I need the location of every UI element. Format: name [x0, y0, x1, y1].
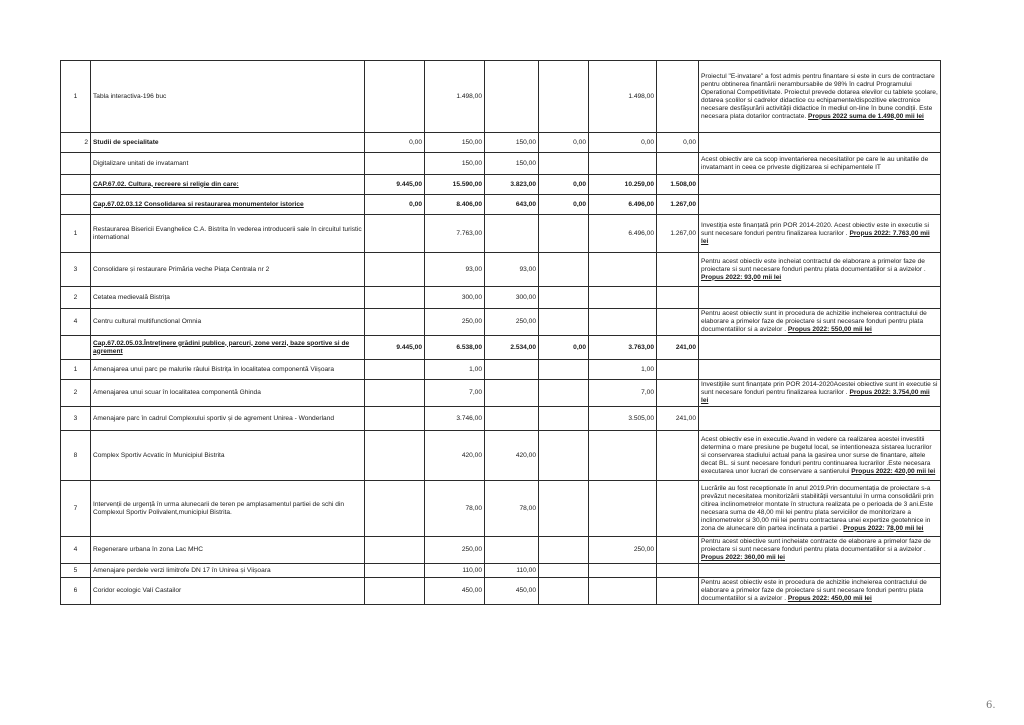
note-text: Pentru acest obiective sunt incheiate contracte de elaborare a primelor faze de proiectare si sunt necesare fonduri pentru plata documentatiilor si a avizelor . — [701, 538, 931, 553]
value-col-5: 3.763,00 — [589, 336, 657, 360]
row-number — [61, 153, 91, 175]
row-note — [699, 133, 941, 153]
value-col-4 — [539, 215, 589, 253]
table-row — [61, 431, 941, 481]
value-col-5: 7,00 — [589, 380, 657, 407]
table-row — [61, 153, 941, 175]
row-number: 2 — [61, 380, 91, 407]
value-col-2: 150,00 — [425, 153, 485, 175]
table-row — [61, 175, 941, 195]
value-col-5: 6.496,00 — [589, 215, 657, 253]
value-col-4: 0,00 — [539, 133, 589, 153]
value-col-5: 6.496,00 — [589, 195, 657, 215]
row-note — [699, 287, 941, 309]
value-col-6 — [657, 380, 699, 407]
row-label: Amenajare perdele verzi limitrofe DN 17 în Unirea și Viișoara — [91, 564, 365, 578]
row-label: Amenajarea unui parc pe malurile râului Bistrița în localitatea componentă Viișoara — [91, 360, 365, 380]
value-col-4 — [539, 309, 589, 336]
row-note — [699, 61, 941, 133]
value-col-1 — [365, 578, 425, 605]
table-row — [61, 481, 941, 537]
value-col-1 — [365, 153, 425, 175]
table-row — [61, 336, 941, 360]
value-col-3: 420,00 — [485, 431, 539, 481]
row-label: Cap.67.02.03.12 Consolidarea si restaurarea monumentelor istorice — [91, 195, 365, 215]
value-col-1 — [365, 481, 425, 537]
value-col-6: 1.267,00 — [657, 195, 699, 215]
row-number: 1 — [61, 61, 91, 133]
value-col-2: 8.406,00 — [425, 195, 485, 215]
value-col-6: 241,00 — [657, 407, 699, 431]
proposal-text: Propus 2022: 550,00 mii lei — [787, 326, 872, 333]
value-col-1 — [365, 431, 425, 481]
row-label: Intervenții de urgență în urma alunecarii de teren pe amplasamentul partiei de schi din Complexul Sportiv Polivalent,municipiul Bistrita. — [91, 481, 365, 537]
row-note — [699, 175, 941, 195]
value-col-3: 250,00 — [485, 309, 539, 336]
value-col-1 — [365, 61, 425, 133]
value-col-5 — [589, 309, 657, 336]
row-number: 2 — [61, 133, 91, 153]
value-col-2: 78,00 — [425, 481, 485, 537]
table-row — [61, 61, 941, 133]
row-note — [699, 537, 941, 564]
value-col-4: 0,00 — [539, 195, 589, 215]
value-col-6 — [657, 537, 699, 564]
value-col-6 — [657, 481, 699, 537]
value-col-2: 250,00 — [425, 537, 485, 564]
value-col-3 — [485, 537, 539, 564]
value-col-5 — [589, 578, 657, 605]
row-label: Amenajare parc în cadrul Complexului sportiv și de agrement Unirea - Wonderland — [91, 407, 365, 431]
row-number — [61, 175, 91, 195]
row-number — [61, 336, 91, 360]
value-col-3 — [485, 360, 539, 380]
row-number: 4 — [61, 537, 91, 564]
row-number: 1 — [61, 215, 91, 253]
row-number: 3 — [61, 407, 91, 431]
value-col-3: 110,00 — [485, 564, 539, 578]
value-col-4 — [539, 431, 589, 481]
value-col-1 — [365, 215, 425, 253]
value-col-4 — [539, 287, 589, 309]
row-label: Cap.67.02.05.03.Întreținere grădini publice, parcuri, zone verzi, baze sportive si de agrement — [91, 336, 365, 360]
value-col-2: 1,00 — [425, 360, 485, 380]
proposal-text: Propus 2022: 78,00 mii lei — [843, 524, 924, 532]
value-col-6 — [657, 578, 699, 605]
value-col-6: 1.267,00 — [657, 215, 699, 253]
row-label: CAP.67.02. Cultura, recreere si religie din care: — [91, 175, 365, 195]
value-col-1: 0,00 — [365, 133, 425, 153]
value-col-5 — [589, 481, 657, 537]
value-col-4 — [539, 61, 589, 133]
table-row — [61, 537, 941, 564]
value-col-6 — [657, 564, 699, 578]
value-col-6 — [657, 287, 699, 309]
row-number: 5 — [61, 564, 91, 578]
value-col-1 — [365, 564, 425, 578]
proposal-text: Propus 2022: 93,00 mii lei — [701, 273, 782, 281]
proposal-text: Propus 2022: 7.763,00 mii lei — [701, 229, 930, 245]
value-col-5: 3.505,00 — [589, 407, 657, 431]
row-number: 1 — [61, 360, 91, 380]
value-col-6 — [657, 360, 699, 380]
value-col-6: 0,00 — [657, 133, 699, 153]
value-col-2: 300,00 — [425, 287, 485, 309]
proposal-text: Propus 2022: 420,00 mii lei — [851, 467, 936, 475]
value-col-2: 7,00 — [425, 380, 485, 407]
row-number: 6 — [61, 578, 91, 605]
value-col-3: 93,00 — [485, 253, 539, 287]
row-number: 7 — [61, 481, 91, 537]
value-col-4 — [539, 537, 589, 564]
value-col-2: 93,00 — [425, 253, 485, 287]
row-label: Cetatea medievală Bistrița — [91, 287, 365, 309]
value-col-4 — [539, 253, 589, 287]
proposal-text: Propus 2022: 450,00 mii lei — [787, 595, 872, 602]
row-note — [699, 253, 941, 287]
value-col-5: 250,00 — [589, 537, 657, 564]
row-note — [699, 564, 941, 578]
row-label: Coridor ecologic Valí Castailor — [91, 578, 365, 605]
table-row — [61, 253, 941, 287]
value-col-1 — [365, 253, 425, 287]
value-col-6 — [657, 153, 699, 175]
proposal-text: Propus 2022: 360,00 mii lei — [701, 554, 785, 561]
row-label: Regenerare urbana în zona Lac MHC — [91, 537, 365, 564]
proposal-text: Propus 2022 suma de 1.498,00 mii lei — [808, 112, 924, 120]
row-number: 3 — [61, 253, 91, 287]
row-note — [699, 481, 941, 537]
table-row — [61, 287, 941, 309]
value-col-6 — [657, 431, 699, 481]
value-col-4 — [539, 407, 589, 431]
note-text: Investițiile sunt finanțate prin POR 2014-2020Acestei obiective sunt in executie si sunt necesare fonduri pentru finalizarea lucrarilor . — [701, 381, 938, 396]
value-col-3 — [485, 407, 539, 431]
value-col-3 — [485, 215, 539, 253]
value-col-3: 3.823,00 — [485, 175, 539, 195]
value-col-3: 450,00 — [485, 578, 539, 605]
row-label: Centru cultural multifunctional Omnia — [91, 309, 365, 336]
table-row — [61, 195, 941, 215]
value-col-4 — [539, 360, 589, 380]
value-col-2: 420,00 — [425, 431, 485, 481]
value-col-5: 0,00 — [589, 133, 657, 153]
value-col-1: 9.445,00 — [365, 175, 425, 195]
value-col-5 — [589, 564, 657, 578]
note-text: Pentru acest obiectiv sunt in procedura de achizitie incheierea contractului de elaborare a primelor faze de proiectare si sunt necesare fonduri pentru plata documentatiilor si a avizelor . — [701, 310, 927, 333]
note-text: Proiectul "E-invatare" a fost admis pentru finantare si este in curs de contractare pentru obtinerea finantării nerambursabile de 98% în cadrul Programului Operational Competitivitate. Proiectul prevede dotarea elevilor cu tablete școlare, dotarea școlilor si cadrelor didactice cu echipamente/dispozitive electronice necesare desfășurării activității didactice în mediul on-line în bune condiții. Este necesara plata dotarilor contractate. — [701, 72, 938, 120]
proposal-text: Propus 2022: 3.754,00 mii lei — [701, 389, 930, 404]
value-col-2: 7.763,00 — [425, 215, 485, 253]
row-number — [61, 195, 91, 215]
note-text: Acest obiectiv are ca scop inventarierea necesitatilor pe care le au unitatile de invatamant in ceea ce priveste digitizarea si echipamentele IT — [701, 155, 929, 171]
row-label: Amenajarea unui scuar în localitatea componentă Ghinda — [91, 380, 365, 407]
row-label: Studii de specialitate — [91, 133, 365, 153]
value-col-3 — [485, 61, 539, 133]
table-row — [61, 360, 941, 380]
value-col-1 — [365, 287, 425, 309]
value-col-3: 150,00 — [485, 153, 539, 175]
row-label: Restaurarea Bisericii Evanghelice C.A. Bistrita în vederea introducerii sale în circuitul turistic international — [91, 215, 365, 253]
row-note — [699, 195, 941, 215]
row-note — [699, 431, 941, 481]
page-mark: 6. — [986, 700, 996, 711]
value-col-3: 300,00 — [485, 287, 539, 309]
value-col-3: 643,00 — [485, 195, 539, 215]
table-row — [61, 215, 941, 253]
value-col-4 — [539, 578, 589, 605]
table-body — [61, 61, 941, 605]
row-number: 4 — [61, 309, 91, 336]
row-note — [699, 407, 941, 431]
table-row — [61, 133, 941, 153]
value-col-2: 450,00 — [425, 578, 485, 605]
value-col-1: 0,00 — [365, 195, 425, 215]
row-number: 8 — [61, 431, 91, 481]
value-col-5: 1.498,00 — [589, 61, 657, 133]
table-row — [61, 380, 941, 407]
row-label: Tabla interactiva-196 buc — [91, 61, 365, 133]
row-label: Consolidare și restaurare Primăria veche Piața Centrala nr 2 — [91, 253, 365, 287]
value-col-2: 150,00 — [425, 133, 485, 153]
value-col-3: 78,00 — [485, 481, 539, 537]
row-label: Complex Sportiv Acvatic în Municipiul Bistrita — [91, 431, 365, 481]
value-col-6: 241,00 — [657, 336, 699, 360]
value-col-2: 250,00 — [425, 309, 485, 336]
value-col-5: 1,00 — [589, 360, 657, 380]
value-col-5 — [589, 253, 657, 287]
value-col-5 — [589, 287, 657, 309]
value-col-6 — [657, 253, 699, 287]
value-col-3: 2.534,00 — [485, 336, 539, 360]
row-note — [699, 309, 941, 336]
row-note — [699, 215, 941, 253]
value-col-6: 1.508,00 — [657, 175, 699, 195]
table-row — [61, 309, 941, 336]
value-col-5 — [589, 153, 657, 175]
value-col-3: 150,00 — [485, 133, 539, 153]
value-col-1 — [365, 360, 425, 380]
value-col-6 — [657, 309, 699, 336]
note-text: Lucrările au fost receptionate în anul 2019.Prin documentația de proiectare s-a prevăzut necesitatea monitorizării stabilității versantului în urma consolidării prin citirea inclinometrelor montate în structura realizata pe o perioada de 3 ani.Este necesara suma de 48,00 mii lei pentru plata serviciilor de monitorizare a inclinometrelor si 30,00 mii lei pentru contractarea unei expertize geotehnice in zona de alunecare din partea inclinata a partiei . — [701, 484, 934, 532]
row-number: 2 — [61, 287, 91, 309]
row-note — [699, 380, 941, 407]
value-col-4 — [539, 380, 589, 407]
row-note — [699, 153, 941, 175]
investment-budget-table — [60, 60, 941, 605]
value-col-4 — [539, 564, 589, 578]
row-note — [699, 360, 941, 380]
note-text: Acest obiectiv ese in executie.Avand in vedere ca realizarea acestei investitii determina o mare presiune pe bugetul local, se intentioneaza sistarea lucrarilor si conservarea stadiului actual pana la gasirea unor surse de finantare, altele decat BL. si sunt necesare fonduri pentru continuarea lucrarilor .Este necesara executarea unor lucrari de conservare a santierului — [701, 435, 932, 475]
row-note — [699, 578, 941, 605]
note-text: Investiția este finanțată prin POR 2014-2020. Acest obiectiv este in executie si sunt necesare fonduri pentru finalizarea lucrarilor . — [701, 221, 929, 237]
value-col-5: 10.259,00 — [589, 175, 657, 195]
value-col-2: 1.498,00 — [425, 61, 485, 133]
value-col-3 — [485, 380, 539, 407]
value-col-1 — [365, 309, 425, 336]
value-col-2: 3.746,00 — [425, 407, 485, 431]
table-row — [61, 578, 941, 605]
value-col-2: 15.590,00 — [425, 175, 485, 195]
value-col-1 — [365, 537, 425, 564]
value-col-4 — [539, 153, 589, 175]
note-text: Pentru acest obiectiv este incheiat contractul de elaborare a primelor faze de proiectare si sunt necesare fonduri pentru plata documentatiilor si a avizelor . — [701, 257, 926, 273]
value-col-4: 0,00 — [539, 175, 589, 195]
value-col-6 — [657, 61, 699, 133]
value-col-1: 9.445,00 — [365, 336, 425, 360]
value-col-1 — [365, 407, 425, 431]
value-col-5 — [589, 431, 657, 481]
row-label: Digitalizare unitati de invatamant — [91, 153, 365, 175]
table-row — [61, 407, 941, 431]
value-col-2: 110,00 — [425, 564, 485, 578]
row-note — [699, 336, 941, 360]
value-col-2: 6.538,00 — [425, 336, 485, 360]
note-text: Pentru acest obiectiv este in procedura de achizitie incheierea contractului de elaborare a primelor faze de proiectare si sunt necesare fonduri pentru plata documentatiilor si a avizelor . — [701, 579, 927, 602]
value-col-4: 0,00 — [539, 336, 589, 360]
value-col-4 — [539, 481, 589, 537]
table-row — [61, 564, 941, 578]
value-col-1 — [365, 380, 425, 407]
